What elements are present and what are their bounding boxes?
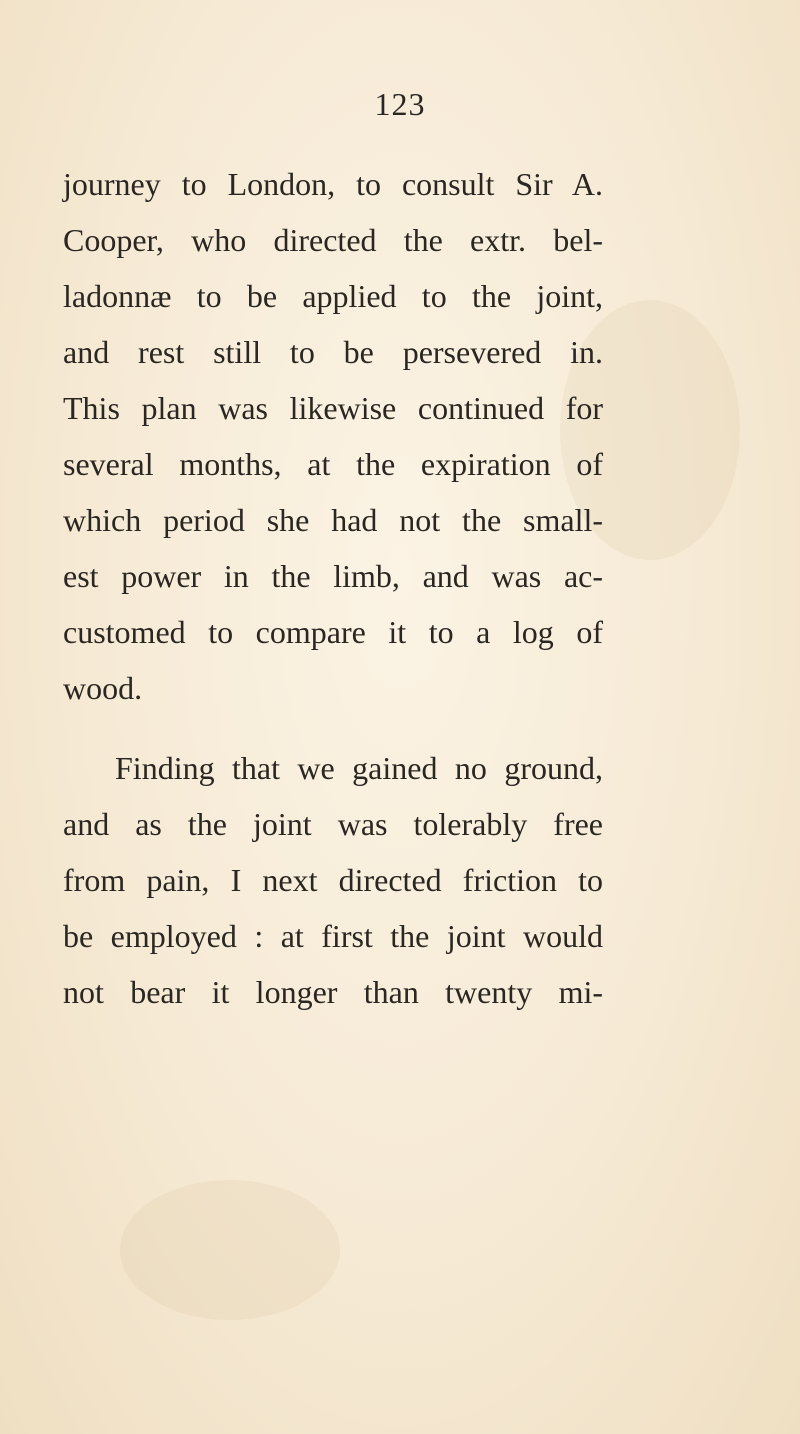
text-line: Finding that we gained no ground, bbox=[115, 750, 603, 786]
text-line: Cooper, who directed the extr. bel- bbox=[63, 222, 603, 258]
text-line: est power in the limb, and was ac- bbox=[63, 558, 603, 594]
text-line: not bear it longer than twenty mi- bbox=[63, 974, 603, 1010]
text-line: wood. bbox=[63, 670, 143, 706]
text-line: from pain, I next directed friction to bbox=[63, 862, 603, 898]
text-line: which period she had not the small- bbox=[63, 502, 603, 538]
text-line: and as the joint was tolerably free bbox=[63, 806, 603, 842]
page-number: 123 bbox=[374, 86, 426, 122]
text-line: several months, at the expiration of bbox=[63, 446, 603, 482]
text-line: and rest still to be persevered in. bbox=[63, 334, 603, 370]
text-line: be employed : at first the joint would bbox=[63, 918, 603, 954]
text-line: journey to London, to consult Sir A. bbox=[63, 166, 603, 202]
text-line: This plan was likewise continued for bbox=[63, 390, 603, 426]
paragraph-2 bbox=[63, 740, 603, 1020]
text-line: customed to compare it to a log of bbox=[63, 614, 603, 650]
text-line: ladonnæ to be applied to the joint, bbox=[63, 278, 603, 314]
paragraph-1 bbox=[63, 156, 603, 716]
paper-stain bbox=[120, 1180, 340, 1320]
